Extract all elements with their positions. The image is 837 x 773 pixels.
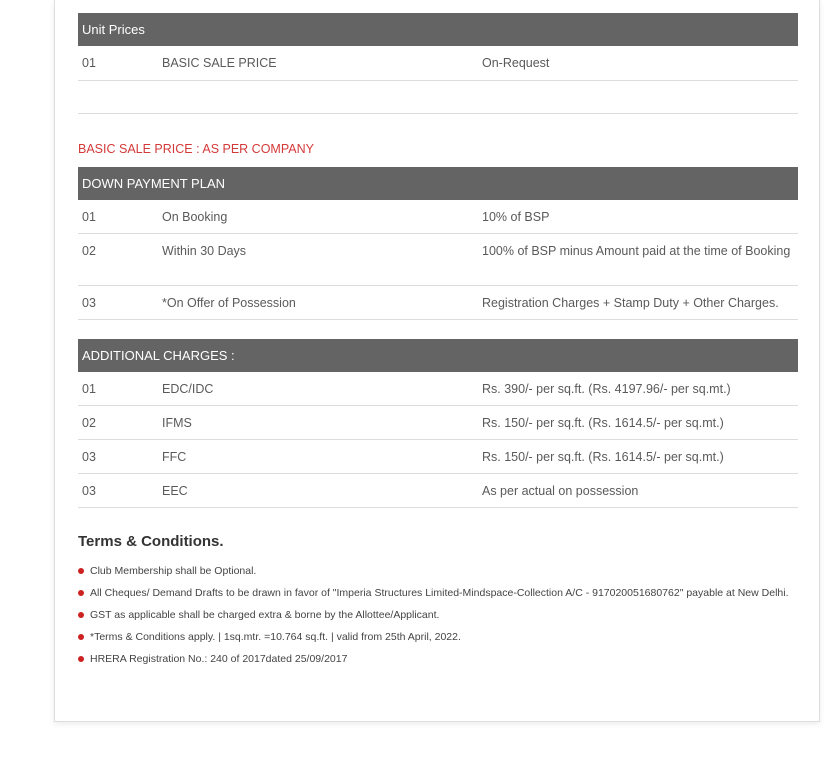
bullet-icon [78,656,84,662]
row-item: FFC [162,450,187,464]
bullet-icon [78,612,84,618]
additional-charges-table [78,339,798,508]
row-number: 01 [82,56,96,70]
row-item: On Booking [162,210,228,224]
table-row [78,200,798,234]
row-number: 02 [82,244,96,258]
row-number: 03 [82,484,96,498]
row-item: *On Offer of Possession [162,296,296,310]
table-row [78,234,798,286]
row-item: EEC [162,484,188,498]
terms-item [78,586,798,601]
row-number: 01 [82,210,96,224]
bullet-icon [78,568,84,574]
row-value: 100% of BSP minus Amount paid at the time of Booking [482,244,791,258]
row-number: 03 [82,296,96,310]
additional-charges-header: ADDITIONAL CHARGES : [78,339,798,372]
unit-prices-table [78,13,798,114]
terms-item [78,630,798,645]
table-row [78,406,798,440]
terms-list [78,564,798,667]
row-item: IFMS [162,416,192,430]
row-value: Rs. 150/- per sq.ft. (Rs. 1614.5/- per sq.mt.) [482,450,724,464]
table-row [78,372,798,406]
bullet-icon [78,590,84,596]
terms-section [78,533,798,674]
terms-item-text: HRERA Registration No.: 240 of 2017dated 25/09/2017 [90,653,348,665]
table-row [78,46,798,81]
row-number: 02 [82,416,96,430]
empty-row [78,81,798,114]
terms-item-text: GST as applicable shall be charged extra & borne by the Allottee/Applicant. [90,609,440,621]
table-row [78,474,798,508]
table-row [78,440,798,474]
down-payment-header: DOWN PAYMENT PLAN [78,167,798,200]
row-value: Rs. 390/- per sq.ft. (Rs. 4197.96/- per sq.mt.) [482,382,731,396]
basic-sale-price-note: BASIC SALE PRICE : AS PER COMPANY [78,142,314,156]
terms-item-text: Club Membership shall be Optional. [90,565,257,577]
row-value: 10% of BSP [482,210,550,224]
row-number: 03 [82,450,96,464]
row-value: Registration Charges + Stamp Duty + Other Charges. [482,296,779,310]
row-value: As per actual on possession [482,484,639,498]
pricing-card [54,0,820,722]
row-value: On-Request [482,56,550,70]
down-payment-table [78,167,798,320]
terms-item-text: *Terms & Conditions apply. | 1sq.mtr. =10.764 sq.ft. | valid from 25th April, 2022. [90,631,461,643]
row-item: Within 30 Days [162,244,247,258]
terms-item-text: All Cheques/ Demand Drafts to be drawn in favor of "Imperia Structures Limited-Mindspace-Collection A/C - 917020051680762" payable at New Delhi. [90,587,789,599]
row-item: BASIC SALE PRICE [162,56,277,70]
bullet-icon [78,634,84,640]
table-row [78,286,798,320]
unit-prices-header: Unit Prices [78,13,798,46]
row-number: 01 [82,382,96,396]
terms-title: Terms & Conditions. [78,533,224,550]
terms-item [78,608,798,623]
row-value: Rs. 150/- per sq.ft. (Rs. 1614.5/- per sq.mt.) [482,416,724,430]
terms-item [78,564,798,579]
row-item: EDC/IDC [162,382,214,396]
terms-item [78,652,798,667]
